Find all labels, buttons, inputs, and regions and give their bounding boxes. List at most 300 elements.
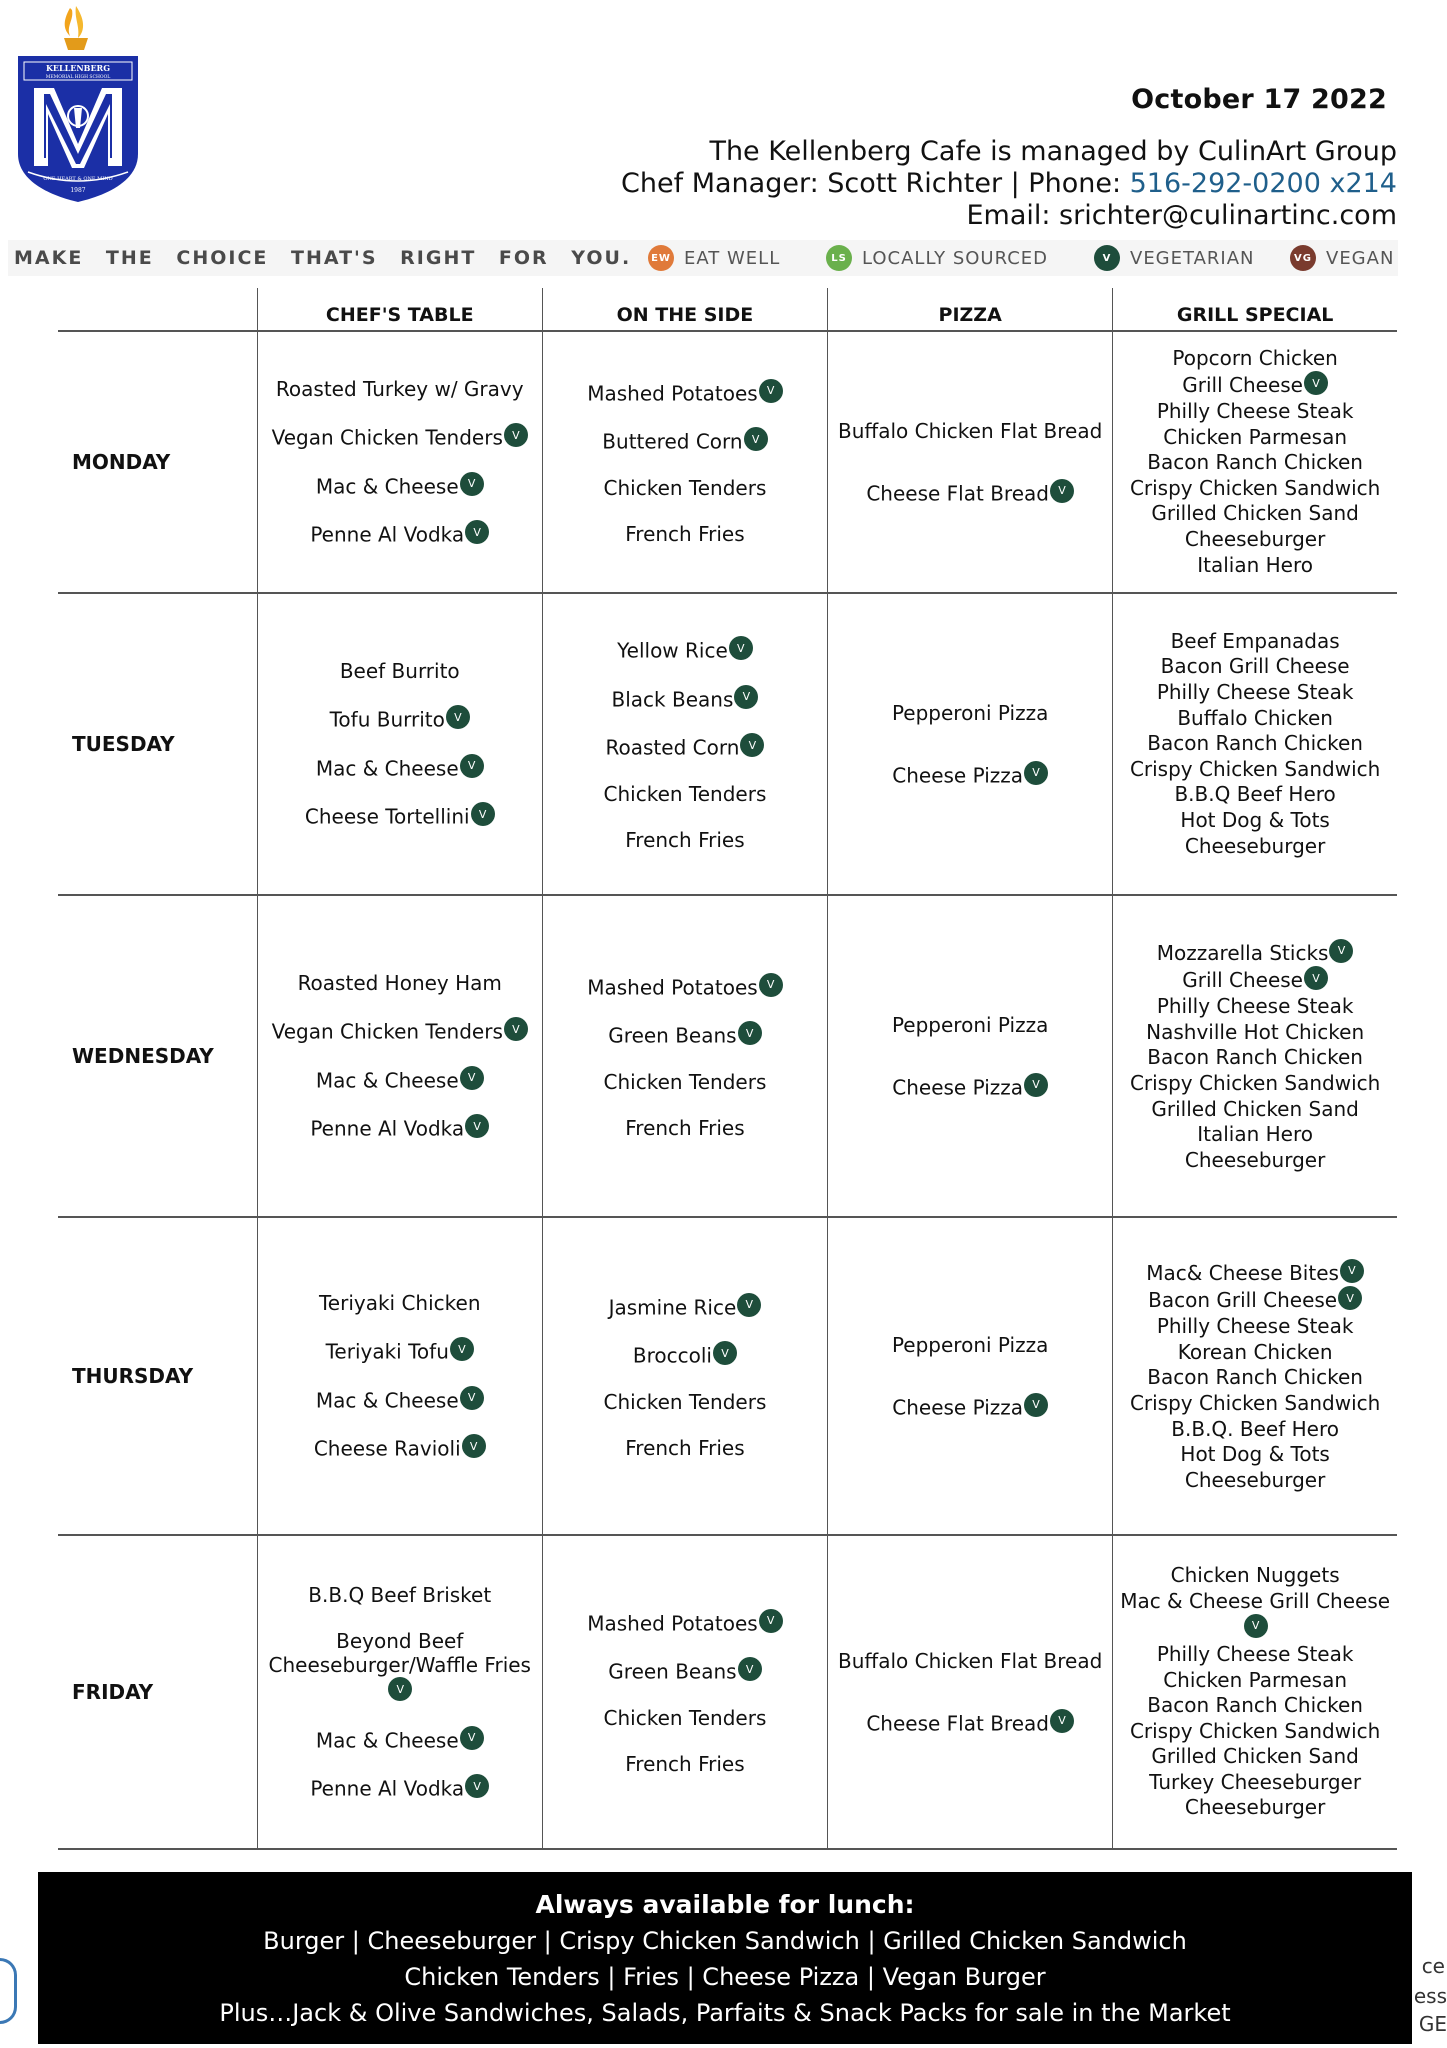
menu-item [1157,939,1354,967]
legend-vegan [1290,245,1394,271]
menu-item-name: Penne Al Vodka [310,1116,465,1141]
vegetarian-icon: V [738,1657,762,1681]
menu-item-list [549,973,821,1140]
vegetarian-icon: V [460,472,484,496]
menu-item [1147,1365,1363,1391]
menu-item [1163,425,1347,451]
menu-item-list [264,659,536,829]
vegetarian-icon: V [1338,1286,1362,1310]
legend-vegan-label: VEGAN [1326,247,1395,269]
menu-item-name: Pepperoni Pizza [891,1332,1049,1357]
menu-item [602,427,767,454]
day-label: FRIDAY [58,1535,257,1849]
menu-item-name: French Fries [625,1751,745,1776]
menu-item [330,705,470,732]
column-header-chefs-table: CHEF'S TABLE [257,288,542,331]
menu-item-name: Teriyaki Chicken [318,1291,481,1316]
logo-motto: ONE HEART & ONE MIND [43,176,113,182]
day-label: MONDAY [58,331,257,593]
vegetarian-icon: V [460,1726,484,1750]
menu-item-name: Bacon Ranch Chicken [1147,1693,1363,1718]
menu-item [1157,994,1354,1020]
menu-item [1130,1391,1380,1417]
menu-item-name: Crispy Chicken Sandwich [1129,475,1381,500]
menu-item-name: Buttered Corn [602,429,743,454]
menu-item [587,379,782,406]
logo-year: 1987 [70,187,86,194]
menu-item-name: Crispy Chicken Sandwich [1129,756,1381,781]
menu-item-name: Mozzarella Sticks [1156,940,1329,965]
menu-item [1147,450,1363,476]
menu-item-name: Green Beans [608,1659,737,1684]
menu-item [1182,966,1328,994]
vegetarian-icon: V [460,754,484,778]
menu-item [604,476,767,500]
menu-item-name: Crispy Chicken Sandwich [1129,1718,1381,1743]
menu-item [1130,1719,1380,1745]
menu-item-name: Cheese Tortellini [304,804,470,829]
vegetarian-icon: V [713,1341,737,1365]
legend-eat-well-label: EAT WELL [684,247,781,269]
menu-item [1161,654,1350,680]
vegetarian-icon: V [460,1066,484,1090]
logo-title: KELLENBERG [45,63,111,73]
vegan-icon: VG [1290,245,1316,271]
menu-item [866,479,1074,506]
menu-item [1146,1020,1364,1046]
vegetarian-icon: V [1304,371,1328,395]
menu-item [316,1386,484,1413]
menu-item-name: Bacon Ranch Chicken [1147,731,1363,756]
menu-cell-chefs-table [257,331,542,593]
menu-item-name: Cheeseburger [1184,1147,1326,1172]
legend-locally-sourced-label: LOCALLY SOURCED [862,247,1048,269]
legend-locally-sourced [826,245,1048,271]
menu-item-name: Crispy Chicken Sandwich [1129,1391,1381,1415]
menu-item-name: Grill Cheese [1182,373,1303,398]
menu-item [316,754,484,781]
menu-item-list [1119,629,1391,859]
menu-item-list [264,971,536,1141]
menu-item [340,659,460,683]
menu-item [272,1017,528,1044]
menu-item-name: Jasmine Rice [608,1295,737,1319]
menu-item-name: Cheeseburger [1184,1467,1326,1492]
menu-item [1197,1122,1313,1148]
menu-item [310,1114,489,1141]
menu-item [892,1073,1048,1100]
menu-item [1185,527,1325,553]
legend-eat-well [648,245,780,271]
menu-item [1157,1642,1354,1668]
menu-item-name: Black Beans [611,687,734,712]
menu-item [1171,1563,1340,1589]
menu-item [1185,1148,1325,1174]
menu-item-name: Italian Hero [1197,552,1313,577]
edge-fragment-2: ess [1413,1984,1447,2008]
menu-item-name: Yellow Rice [617,638,728,663]
menu-item [310,520,489,547]
menu-item [1119,1589,1391,1642]
menu-item-name: Nashville Hot Chicken [1146,1019,1365,1044]
menu-cell-pizza [828,331,1113,593]
menu-item-name: Cheese Flat Bread [866,1711,1049,1736]
menu-item [264,1629,536,1704]
menu-item [1185,834,1325,860]
vegetarian-icon: V [471,802,495,826]
menu-item-name: Mashed Potatoes [587,975,758,999]
always-available-line-1: Burger | Cheeseburger | Crispy Chicken Sandwich | Grilled Chicken Sandwich [263,1927,1187,1955]
slogan: MAKE THE CHOICE THAT'S RIGHT FOR YOU. [14,247,632,269]
menu-item-name: Cheese Ravioli [313,1436,461,1461]
menu-item-name: Buffalo Chicken Flat Bread [838,418,1103,443]
vegetarian-icon: V [759,379,783,403]
menu-item [1130,1071,1380,1097]
menu-item [1197,553,1313,579]
column-header-row [58,288,1397,331]
menu-item-name: Buffalo Chicken [1177,705,1333,730]
menu-cell-pizza [828,1535,1113,1849]
vegetarian-icon: V [462,1434,486,1458]
school-logo [14,4,142,204]
edge-fragment-1: ce [1421,1954,1445,1978]
menu-item-list [834,1649,1106,1736]
menu-item-list [549,1293,821,1460]
menu-item-name: Bacon Ranch Chicken [1147,1365,1363,1390]
locally-sourced-icon: LS [826,245,852,271]
menu-item [298,971,502,995]
menu-item [1177,706,1333,732]
menu-item [1149,1770,1361,1796]
menu-item [1151,1097,1358,1123]
legend-vegetarian-label: VEGETARIAN [1130,247,1255,269]
vegetarian-icon: V [388,1677,412,1701]
menu-item-name: French Fries [625,827,745,852]
vegetarian-icon: V [465,1774,489,1798]
vegetarian-icon: V [1050,479,1074,503]
menu-item [1148,1286,1362,1314]
menu-item-name: Bacon Grill Cheese [1148,1288,1338,1313]
menu-item [609,1293,762,1320]
menu-item [272,423,528,450]
menu-item [1185,1468,1325,1494]
menu-item-name: Hot Dog & Tots [1180,807,1330,832]
menu-item-list [549,1609,821,1776]
menu-item [316,1726,484,1753]
menu-item-name: Korean Chicken [1177,1339,1333,1364]
menu-item-name: Vegan Chicken Tenders [271,1019,503,1044]
menu-item-list [1119,1259,1391,1494]
menu-item [1185,1795,1325,1821]
vegetarian-icon: V [504,1017,528,1041]
menu-item-name: Chicken Tenders [603,475,767,500]
vegetarian-icon: V [446,705,470,729]
menu-item-name: Chicken Nuggets [1170,1562,1340,1587]
menu-item-name: Italian Hero [1197,1122,1313,1147]
vegetarian-icon: V [1340,1259,1364,1283]
menu-item [1182,371,1328,399]
menu-item-name: Penne Al Vodka [310,522,465,547]
menu-item [892,1333,1048,1357]
menu-item [1171,1417,1339,1443]
vegetarian-icon: V [738,1021,762,1045]
menu-item-name: Turkey Cheeseburger [1149,1769,1362,1794]
menu-item-name: Philly Cheese Steak [1156,399,1354,424]
menu-item-name: Mac & Cheese Grill Cheese [1120,1588,1391,1613]
menu-item-name: Chicken Parmesan [1163,424,1348,449]
menu-item-name: Crispy Chicken Sandwich [1129,1071,1381,1095]
menu-item [604,782,767,806]
vegetarian-icon: V [759,973,783,997]
menu-item-name: Philly Cheese Steak [1156,1314,1354,1339]
menu-item-name: Beyond Beef Cheeseburger/Waffle Fries [268,1629,531,1678]
menu-item-name: Mashed Potatoes [587,1611,758,1635]
menu-cell-chefs-table [257,1217,542,1535]
menu-item-name: Mac& Cheese Bites [1146,1260,1339,1285]
menu-item-name: Buffalo Chicken Flat Bread [838,1648,1103,1673]
menu-item-name: French Fries [625,1435,745,1460]
menu-cell-on-the-side [542,895,827,1217]
menu-item [625,522,744,546]
menu-item-name: Chicken Parmesan [1163,1667,1348,1692]
menu-item-name: B.B.Q Beef Hero [1174,782,1336,807]
menu-item [1180,808,1329,834]
menu-item [625,1752,744,1776]
menu-item [1151,501,1358,527]
logo-subtitle: MEMORIAL HIGH SCHOOL [45,75,111,80]
menu-row-thursday [58,1217,1397,1535]
menu-item [305,802,495,829]
menu-item-list [834,419,1106,506]
menu-item [1157,680,1354,706]
column-header-pizza: PIZZA [828,288,1113,331]
menu-item [1147,731,1363,757]
menu-item-name: Cheese Pizza [892,763,1024,788]
column-header-on-the-side: ON THE SIDE [542,288,827,331]
menu-item-list [264,1583,536,1801]
menu-item-name: Hot Dog & Tots [1180,1442,1330,1467]
menu-item-list [1119,1563,1391,1821]
vegetarian-icon: V [759,1609,783,1633]
eat-well-icon: EW [648,245,674,271]
menu-item-name: Chicken Tenders [603,1069,767,1094]
menu-item-list [834,1013,1106,1100]
menu-item [604,1706,767,1730]
menu-item-name: B.B.Q Beef Brisket [308,1583,492,1608]
menu-item [612,685,759,712]
menu-item [1171,629,1340,655]
menu-item [838,419,1102,443]
menu-cell-on-the-side [542,331,827,593]
menu-item [1163,1668,1347,1694]
vegetarian-icon: V [450,1337,474,1361]
menu-item-name: Grilled Chicken Sand [1151,1096,1359,1121]
phone-link[interactable]: 516-292-0200 x214 [1129,168,1397,199]
vegetarian-icon: V [1329,939,1353,963]
vegetarian-icon: V [1094,245,1120,271]
menu-item [1174,782,1335,808]
menu-item-name: Mac & Cheese [315,1728,459,1753]
menu-item-name: Mac & Cheese [315,756,459,781]
menu-item-name: Bacon Ranch Chicken [1147,1045,1363,1070]
weekly-menu-table [58,288,1397,1850]
vegetarian-icon: V [465,520,489,544]
vegetarian-icon: V [1024,1073,1048,1097]
vegetarian-icon: V [1024,761,1048,785]
menu-item-list [264,377,536,547]
menu-item-list [834,1333,1106,1420]
menu-item [892,1013,1048,1037]
menu-row-wednesday [58,895,1397,1217]
legend-vegetarian [1094,245,1255,271]
always-available-title: Always available for lunch: [535,1890,915,1919]
menu-cell-on-the-side [542,1535,827,1849]
menu-item [892,1393,1048,1420]
menu-row-tuesday [58,593,1397,895]
menu-item-name: Broccoli [632,1343,712,1368]
menu-item-list [549,379,821,546]
vegetarian-icon: V [740,733,764,757]
menu-item-name: Philly Cheese Steak [1156,994,1354,1019]
always-available-line-3: Plus…Jack & Olive Sandwiches, Salads, Parfaits & Snack Packs for sale in the Market [219,1999,1231,2027]
menu-item-list [549,636,821,852]
menu-cell-chefs-table [257,593,542,895]
menu-item-name: Mac & Cheese [315,1388,459,1413]
vegetarian-icon: V [744,427,768,451]
menu-cell-grill-special [1113,331,1397,593]
always-available-line-2: Chicken Tenders | Fries | Cheese Pizza | Vegan Burger [404,1963,1046,1991]
column-header-grill-special: GRILL SPECIAL [1113,288,1397,331]
menu-date: October 17 2022 [1131,84,1387,115]
menu-item [625,1116,744,1140]
menu-item [319,1291,481,1315]
menu-item [608,1657,761,1684]
legend-bar [8,240,1398,276]
menu-cell-on-the-side [542,593,827,895]
menu-item-name: Cheese Pizza [892,1395,1024,1420]
menu-item-name: Beef Burrito [339,659,460,684]
menu-row-friday [58,1535,1397,1849]
menu-item-list [1119,346,1391,579]
menu-item-name: Grill Cheese [1182,968,1303,993]
vegetarian-icon: V [1304,966,1328,990]
menu-item [606,733,765,760]
menu-item-name: Teriyaki Tofu [325,1339,449,1364]
menu-item-name: Cheese Flat Bread [866,481,1049,506]
menu-item [625,828,744,852]
menu-item-list [264,1291,536,1461]
edge-logo-fragment [0,1958,17,2024]
menu-item-name: Chicken Tenders [603,1705,767,1730]
menu-item [1172,346,1337,372]
menu-cell-pizza [828,895,1113,1217]
menu-item-name: French Fries [625,521,745,546]
menu-item [314,1434,486,1461]
menu-item-name: Mac & Cheese [315,1068,459,1093]
menu-item [608,1021,761,1048]
menu-item [310,1774,489,1801]
vegetarian-icon: V [504,423,528,447]
menu-item-name: Tofu Burrito [329,707,445,732]
menu-item [1178,1340,1333,1366]
menu-item-name: Roasted Honey Ham [297,971,502,996]
menu-item [316,472,484,499]
menu-item [1147,1693,1363,1719]
menu-cell-grill-special [1113,1535,1397,1849]
menu-item-list [1119,939,1391,1174]
vegetarian-icon: V [1050,1709,1074,1733]
menu-item [892,701,1048,725]
menu-item-name: Bacon Ranch Chicken [1147,450,1363,475]
menu-item [1147,1045,1363,1071]
menu-item [1180,1442,1329,1468]
menu-item-name: Popcorn Chicken [1172,345,1338,370]
menu-cell-pizza [828,593,1113,895]
menu-item-name: Grilled Chicken Sand [1151,501,1359,526]
menu-cell-chefs-table [257,895,542,1217]
menu-item [625,1436,744,1460]
menu-item-name: Chicken Tenders [603,781,767,806]
menu-item-name: Roasted Corn [605,735,740,760]
menu-item-name: Cheeseburger [1184,527,1326,552]
vegetarian-icon: V [1244,1614,1268,1638]
menu-item [326,1337,474,1364]
menu-item-name: Grilled Chicken Sand [1151,1744,1359,1769]
chef-contact-line [621,168,1397,199]
menu-item-name: Cheeseburger [1184,1795,1326,1820]
menu-item [316,1066,484,1093]
menu-item-list [834,701,1106,788]
always-available-banner [38,1872,1412,2044]
menu-item-name: Philly Cheese Steak [1156,680,1354,705]
menu-item [604,1390,767,1414]
day-column-header [58,288,257,331]
menu-item [617,636,753,663]
menu-item-name: Green Beans [608,1023,737,1048]
menu-item-name: Pepperoni Pizza [891,700,1049,725]
day-label: TUESDAY [58,593,257,895]
menu-item [866,1709,1074,1736]
menu-item [1151,1744,1358,1770]
menu-item [1130,476,1380,502]
email-line[interactable]: Email: srichter@culinartinc.com [966,200,1397,231]
vegetarian-icon: V [729,636,753,660]
menu-cell-chefs-table [257,1535,542,1849]
menu-item-name: Beef Empanadas [1170,628,1340,653]
menu-item [892,761,1048,788]
chef-manager-text: Chef Manager: Scott Richter | Phone: [621,168,1130,199]
menu-cell-grill-special [1113,593,1397,895]
menu-item-name: Bacon Grill Cheese [1160,654,1350,679]
day-label: WEDNESDAY [58,895,257,1217]
day-label: THURSDAY [58,1217,257,1535]
menu-item [587,973,782,1000]
menu-cell-grill-special [1113,1217,1397,1535]
menu-item-name: French Fries [625,1115,745,1140]
managed-by-line: The Kellenberg Cafe is managed by CulinArt Group [709,136,1397,167]
vegetarian-icon: V [465,1114,489,1138]
vegetarian-icon: V [460,1386,484,1410]
menu-item-name: Roasted Turkey w/ Gravy [275,377,524,402]
menu-cell-pizza [828,1217,1113,1535]
edge-fragment-3: GE [1418,2012,1447,2036]
menu-item-name: Cheeseburger [1184,833,1326,858]
menu-item [1157,399,1354,425]
menu-item-name: Mashed Potatoes [587,381,758,405]
menu-item [1146,1259,1364,1287]
menu-item-name: Cheese Pizza [892,1075,1024,1100]
vegetarian-icon: V [734,685,758,709]
